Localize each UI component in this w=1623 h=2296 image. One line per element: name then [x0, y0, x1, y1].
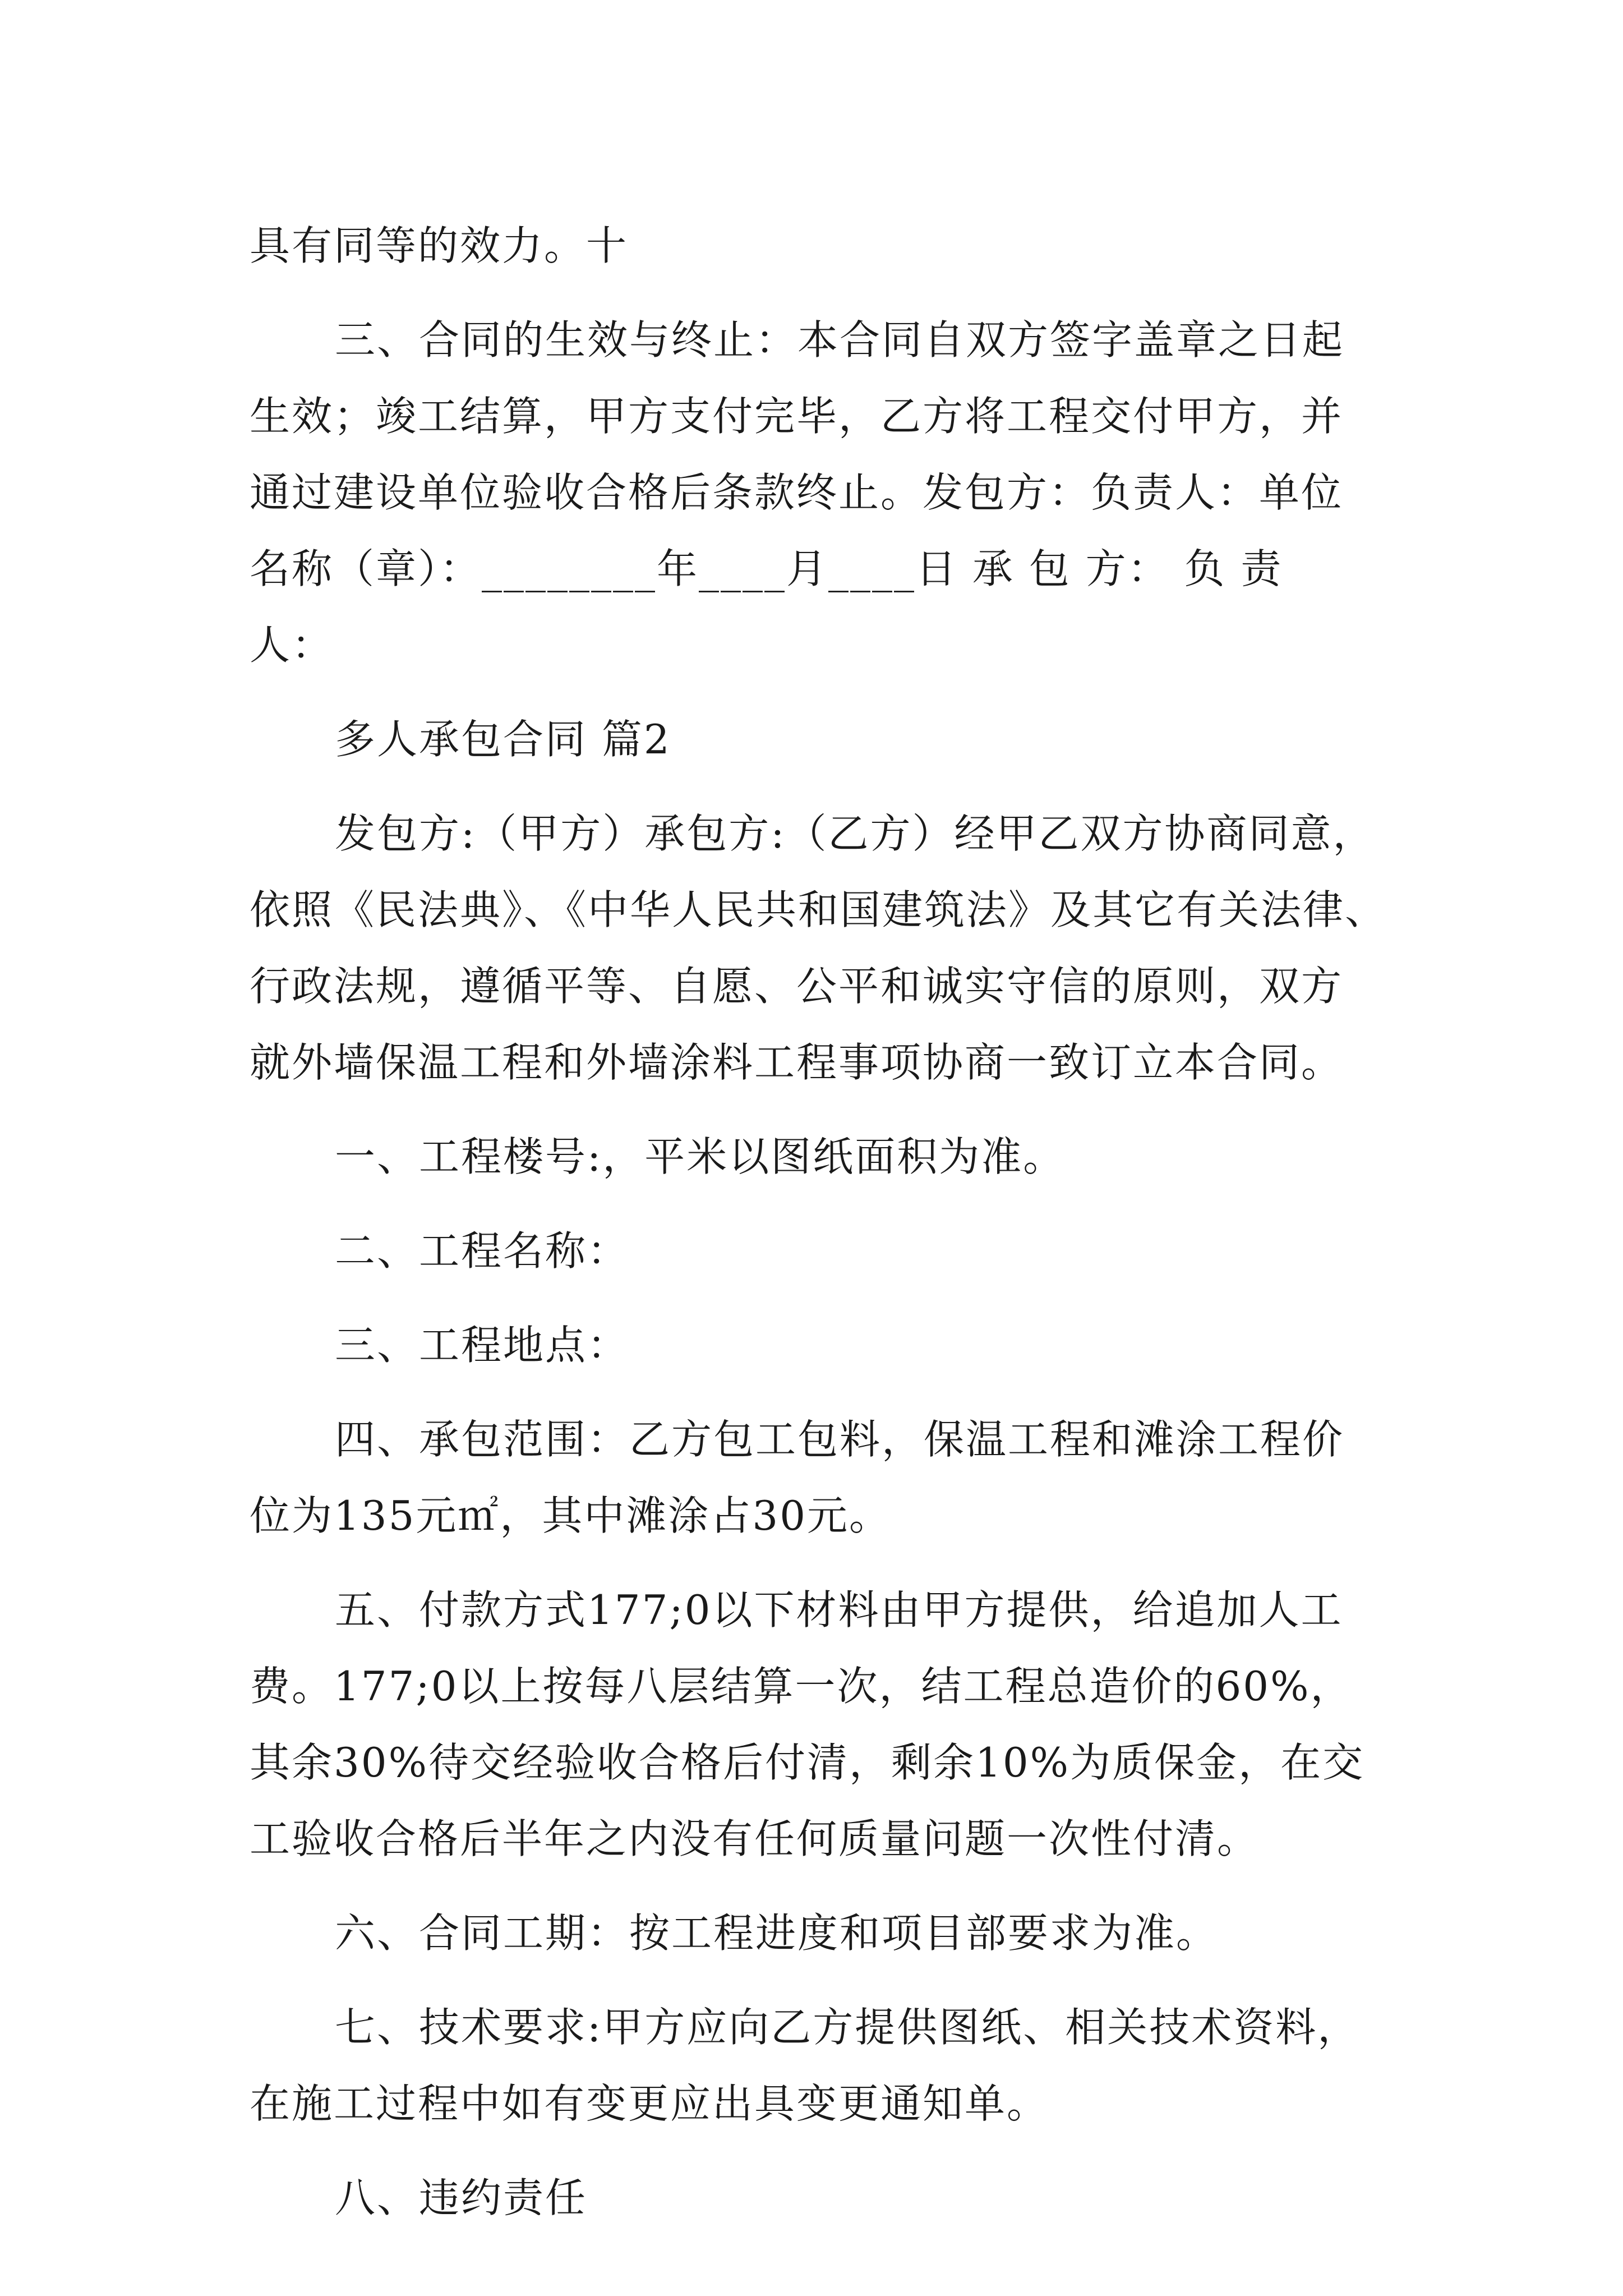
paragraph-line: 一、工程楼号:，平米以图纸面积为准。 [335, 1133, 1066, 1180]
paragraph-line: 工验收合格后半年之内没有任何质量问题一次性付清。 [250, 1815, 1260, 1862]
paragraph-line: 人： [250, 622, 334, 669]
paragraph-line: 具有同等的效力。十 [250, 222, 629, 269]
paragraph-line: 七、技术要求:甲方应向乙方提供图纸、相关技术资料， [335, 2004, 1360, 2051]
paragraph-line: 五、付款方式177;0以下材料由甲方提供，给追加人工 [335, 1586, 1343, 1634]
paragraph-line: 四、承包范围：乙方包工包料，保温工程和滩涂工程价 [335, 1416, 1345, 1463]
paragraph-line: 八、违约责任 [335, 2174, 588, 2221]
paragraph-line: 三、合同的生效与终止：本合同自双方签字盖章之日起 [335, 316, 1345, 364]
paragraph-line: 生效；竣工结算，甲方支付完毕，乙方将工程交付甲方，并 [250, 393, 1344, 440]
paragraph-line: 二、工程名称： [335, 1227, 630, 1274]
paragraph-line: 位为135元㎡，其中滩涂占30元。 [250, 1492, 892, 1539]
paragraph-line: 名称（章）：________年____月____日 承 包 方： 负 责 [250, 545, 1283, 592]
paragraph-line: 依照《民法典》、《中华人民共和国建筑法》及其它有关法律、 [250, 886, 1387, 933]
paragraph-line: 六、合同工期：按工程进度和项目部要求为准。 [335, 1910, 1219, 1957]
document-page [250, 208, 1387, 2236]
paragraph-line: 行政法规，遵循平等、自愿、公平和诚实守信的原则，双方 [250, 963, 1344, 1010]
paragraph-line: 费。177;0以上按每八层结算一次，结工程总造价的60%， [250, 1663, 1353, 1710]
paragraph-line: 就外墙保温工程和外墙涂料工程事项协商一致订立本合同。 [250, 1039, 1344, 1086]
paragraph-line: 通过建设单位验收合格后条款终止。发包方：负责人：单位 [250, 469, 1344, 516]
section-heading: 多人承包合同 篇2 [335, 716, 671, 763]
paragraph-line: 发包方:（甲方）承包方:（乙方）经甲乙双方协商同意， [335, 810, 1375, 857]
paragraph-line: 三、工程地点： [335, 1322, 630, 1369]
paragraph-line: 在施工过程中如有变更应出具变更通知单。 [250, 2080, 1049, 2127]
paragraph-line: 其余30%待交经验收合格后付清，剩余10%为质保金，在交 [250, 1739, 1365, 1786]
